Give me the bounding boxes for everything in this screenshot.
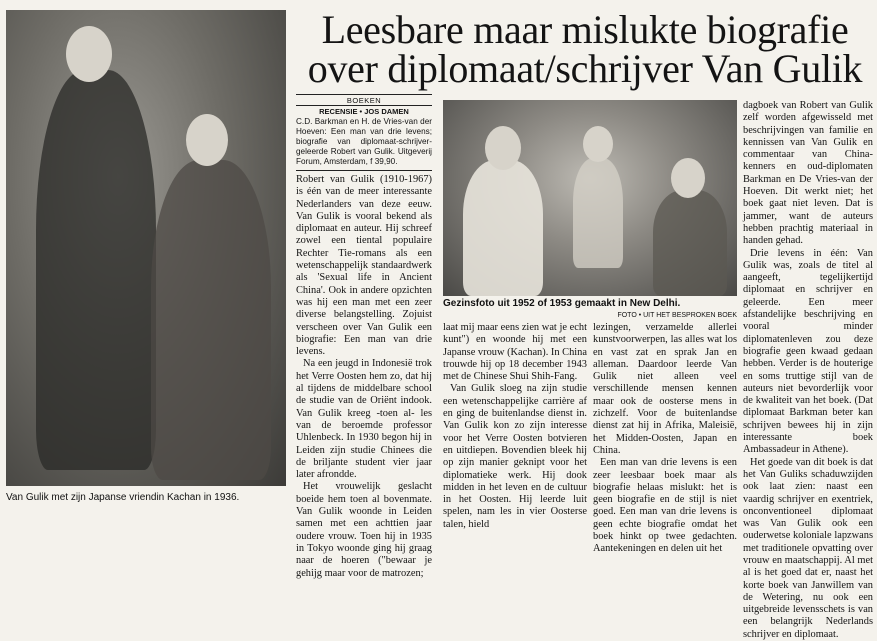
- headline-line-2: over diplomaat/schrijver Van Gulik: [307, 46, 863, 91]
- article-paragraph: Een man van drie levens is een zeer leesbaar boek maar als biografie helaas mislukt: het is geen biografie en de stijl is niet goed. Een man van drie levens is geen echte biografie omdat het boek hinkt op twee gedachten. Aantekeningen en delen uit het: [593, 457, 737, 555]
- article-paragraph: Na een jeugd in Indonesië trok het Verre Oosten hem zo, dat hij al tijdens de middelbare school de studie van de Oriënt indook. Van Gulik kreeg -toen al- les van de beroemde professor Uhlenbeck. In 1930 begon hij in Leiden zijn studie Chinees die de briljante student vier jaar later afrondde.: [296, 358, 432, 481]
- face-mother: [671, 158, 705, 198]
- figure-mother: [653, 190, 727, 296]
- article-paragraph: Drie levens in één: Van Gulik was, zoals de titel al aangeeft, tegelijkertijd diplomaat en schrijver en geleerde. Een meer afstandelijke beschrijving en vooral minder diplomatenleven zou deze biografie geen kwaad gedaan hebben. Verder is de houterige en soms truttige stijl van de auteurs niet bevorderlijk voor de kwaliteit van het boek. (Dat diplomaat Barkman beter kan schrijven bewees hij in zijn interessante boek Ambassadeur in Athene).: [743, 247, 873, 456]
- headline: [298, 7, 872, 91]
- face-woman: [186, 114, 228, 166]
- photo-family: [443, 100, 737, 296]
- figure-woman: [151, 160, 271, 480]
- byline: RECENSIE • JOS DAMEN: [319, 107, 409, 116]
- article-paragraph: Robert van Gulik (1910-1967) is één van de meer interessante Nederlanders van deze eeuw. Van Gulik is vooral bekend als diplomaat en auteur. Hij schreef zowel een tiental populaire Rechter Tie-romans als een wetenschappelijk standaardwerk als 'Sexual life in Ancient China'. Ook in andere opzichten was hij een man met een zeer diverse belangstelling. Zojuist verscheen over Van Gulik een biografie: Een man van drie levens.: [296, 174, 432, 358]
- photo-van-gulik-kachan: [6, 10, 286, 486]
- article-column-3: [593, 322, 737, 555]
- book-info: C.D. Barkman en H. de Vries-van der Hoeven: Een man van drie levens; biografie van diplomaat-schrijver-geleerde Robert van Gulik. Uitgeverij Forum, Amsterdam, f 39,90.: [296, 117, 432, 166]
- article-paragraph: Het vrouwelijk geslacht boeide hem toen al bovenmate. Van Gulik woonde in Leiden samen met een achttien jaar oudere vrouw. Toen hij in 1935 in Tokyo woonde ging hij graag naar de hoeren ("bewaar je gehijg maar voor de matrozen;: [296, 481, 432, 579]
- figure-man: [36, 70, 156, 470]
- figure-boy: [573, 158, 623, 268]
- face-boy: [583, 126, 613, 162]
- section-rule-bottom: [296, 170, 432, 171]
- figure-father: [463, 160, 543, 296]
- face-man: [66, 26, 112, 82]
- article-paragraph: Van Gulik sloeg na zijn studie een wetenschappelijke carrière af en ging de buitenlandse dienst in. Van Gulik kon zo zijn interesse voor het Verre Oosten botvieren en uitdiepen. Bovendien bleek hij op zijn manier geknipt voor het diplomatieke werk. Hij dook midden in het leven en de cultuur in het Oosten. Hij leerde luit spelen, nam les in vier Oosterse talen, hield: [443, 383, 587, 530]
- article-paragraph: Het goede van dit boek is dat het Van Guliks schaduwzijden ook laat zien: naast een vaardig schrijver en exentriek, onconventioneel diplomaat was Van Gulik ook een ouderwetse koloniale lapzwans met traditionele opvatting over vrouw en maatschappij. Al met al is het goed dat er, naast het korte boek van Janwillem van de Wetering, nu ook een uitgebreide levensschets is van een belangrijk Nederlands schrijver en diplomaat.: [743, 456, 873, 640]
- article-column-4: [743, 100, 873, 640]
- article-paragraph: laat mij maar eens zien wat je echt kunt") en woonde hij met een Japanse vrouw (Kachan). In China trouwde hij op 18 december 1943 met de Chinese Shui Shih-Fang.: [443, 322, 587, 383]
- headline-line-1: Leesbare maar mislukte biografie: [321, 7, 849, 52]
- article-paragraph: lezingen, verzamelde allerlei kunstvoorwerpen, las alles wat los en vast zat en sprak Jan en alleman. Daardoor leerde Van Gulik niet alleen veel verschillende mensen kennen maar ook de oosterse mens in zichzelf. Voor de buitenlandse dienst zat hij in Afrika, Maleisië, het Midden-Oosten, Japan en China.: [593, 322, 737, 456]
- article-column-1: [296, 174, 432, 579]
- photo-right-caption: Gezinsfoto uit 1952 of 1953 gemaakt in New Delhi.: [443, 298, 681, 309]
- section-label: BOEKEN: [346, 96, 382, 105]
- photo-credit: FOTO • UIT HET BESPROKEN BOEK: [617, 312, 737, 319]
- face-father: [485, 126, 521, 170]
- photo-left-caption: Van Gulik met zijn Japanse vriendin Kachan in 1936.: [6, 492, 240, 503]
- section-rule-top: [296, 94, 432, 95]
- section-rule-mid: [296, 105, 432, 106]
- article-column-2: [443, 322, 587, 530]
- article-paragraph: dagboek van Robert van Gulik zelf worden afgewisseld met beschrijvingen van familie en kennissen van Van Gulik en commentaar van China-kenners en oud-diplomaten Barkman en De Vries-van der Hoeven. Dit werkt niet; het boek gaat niet leven. Dat is jammer, want de auteurs hebben prachtig materiaal in handen gehad.: [743, 100, 873, 247]
